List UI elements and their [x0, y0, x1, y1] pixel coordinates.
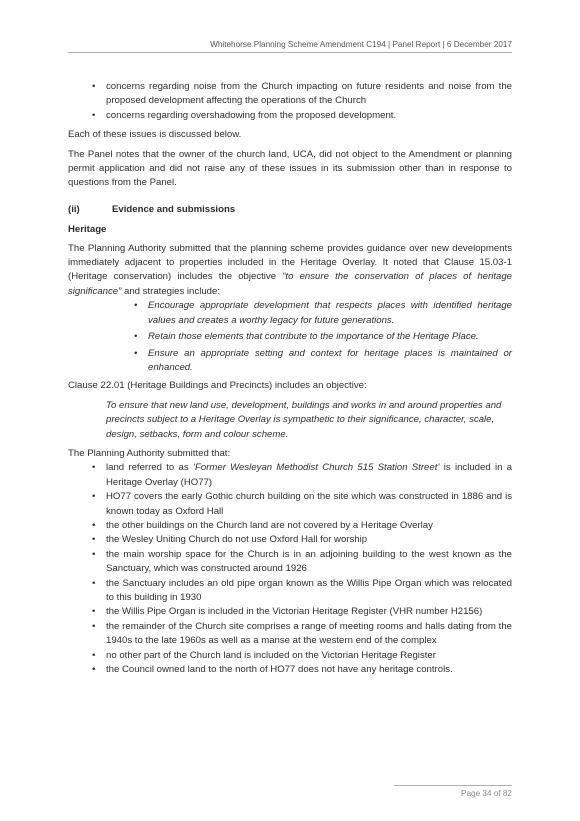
quoted-objective: “to ensure the conservation of places of heritage significance”: [68, 271, 512, 297]
list-item: [106, 461, 512, 490]
list-item: • the Council owned land to the north of HO77 does not have any heritage controls.: [106, 663, 512, 677]
list-item: • the main worship space for the Church is in an adjoining building to the west known as the Sanctuary, which was constructed around 1926: [106, 548, 512, 577]
strategy-list: [68, 299, 512, 375]
list-item: • the Wesley Uniting Church do not use Oxford Hall for worship: [106, 533, 512, 547]
running-header: Whitehorse Planning Scheme Amendment C194 | Panel Report | 6 December 2017: [68, 40, 512, 53]
list-item-text: is included in a Heritage Overlay (HO77): [106, 462, 512, 488]
list-item: • concerns regarding noise from the Church impacting on future residents and noise from the proposed development affecting the operations of the Church: [106, 80, 512, 109]
list-item: • the other buildings on the Church land are not covered by a Heritage Overlay: [106, 519, 512, 533]
quoted-place-name: ‘Former Wesleyan Methodist Church 515 Station Street’: [192, 462, 440, 474]
paragraph: Clause 22.01 (Heritage Buildings and Precincts) includes an objective:: [68, 380, 367, 392]
list-item-text: land referred to as: [106, 462, 193, 474]
subheading: Heritage: [68, 224, 107, 236]
list-item: • the Willis Pipe Organ is included in the Victorian Heritage Register (VHR number H2156): [106, 605, 512, 619]
list-item: • the Sanctuary includes an old pipe organ known as the Willis Pipe Organ which was relocated to this building in 1930: [106, 577, 512, 606]
document-body: [68, 80, 512, 677]
block-quote: To ensure that new land use, development, buildings and works in and around properties and precincts subject to a Heritage Overlay is sympathetic to their significance, character, scale, design, setbacks, form and colour scheme.: [106, 399, 502, 440]
section-title: Evidence and submissions: [112, 203, 236, 215]
paragraph: The Planning Authority submitted that:: [68, 447, 231, 459]
list-item: • Retain those elements that contribute to the importance of the Heritage Place.: [148, 330, 512, 344]
list-item: • no other part of the Church land is included on the Victorian Heritage Register: [106, 649, 512, 663]
list-item: • the remainder of the Church site comprises a range of meeting rooms and halls dating from the 1940s to the late 1960s as well as a manse at the western end of the complex: [106, 620, 512, 649]
section-heading: [68, 203, 512, 217]
paragraph-text: The Planning Authority submitted that the planning scheme provides guidance over new developments immediately adjacent to properties included in the Heritage Overlay. It noted that Clause 15.03-1 (Heritage conservation) includes the objective: [68, 242, 512, 283]
paragraph: The Panel notes that the owner of the church land, UCA, did not object to the Amendment or planning permit application and did not raise any of these issues in its submission other than in response to questions from the Panel.: [68, 148, 512, 189]
page-number: Page 34 of 82: [394, 785, 512, 798]
section-number: (ii): [68, 203, 80, 215]
intro-bullet-list: [68, 80, 512, 123]
paragraph: Each of these issues is discussed below.: [68, 129, 242, 141]
list-item: • concerns regarding overshadowing from the proposed development.: [106, 109, 512, 123]
list-item: • Encourage appropriate development that respects places with identified heritage values and creates a worthy legacy for future generations.: [148, 299, 512, 328]
paragraph: [68, 242, 512, 300]
list-item: • HO77 covers the early Gothic church building on the site which was constructed in 1886 and is known today as Oxford Hall: [106, 490, 512, 519]
submission-point-list: [68, 461, 512, 677]
paragraph-text: and strategies include:: [121, 285, 220, 297]
list-item: • Ensure an appropriate setting and context for heritage places is maintained or enhanced.: [148, 347, 512, 376]
